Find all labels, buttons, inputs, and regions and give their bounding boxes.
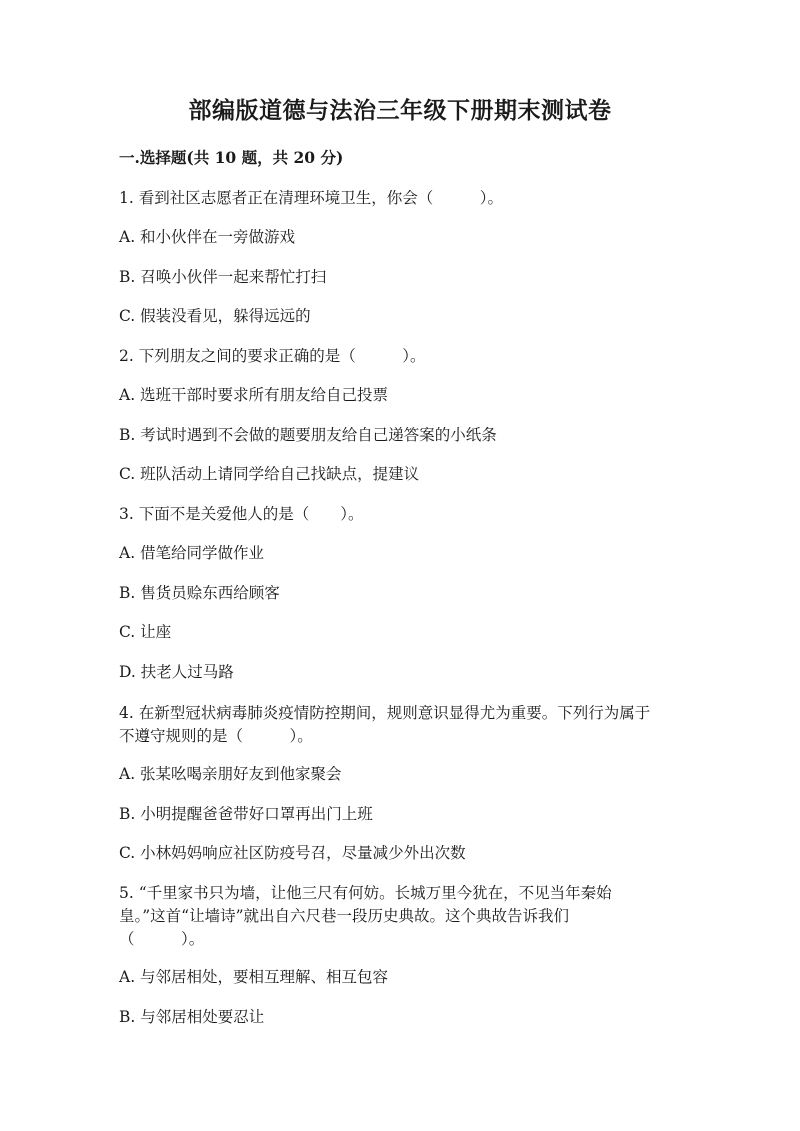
question-5-stem-line-2: 皇。”这首“让墙诗”就出自六尺巷一段历史典故。这个典故告诉我们 <box>119 907 570 925</box>
question-5-stem-line-3: （ ）。 <box>119 930 205 948</box>
question-1-option-c: C. 假装没看见，躲得远远的 <box>119 307 311 325</box>
question-3-stem: 3. 下面不是关爱他人的是（ ）。 <box>119 505 364 523</box>
question-3-option-d: D. 扶老人过马路 <box>119 663 234 681</box>
question-4-option-c: C. 小林妈妈响应社区防疫号召，尽量减少外出次数 <box>119 844 466 862</box>
question-5-stem-line-1: 5. “千里家书只为墙，让他三尺有何妨。长城万里今犹在，不见当年秦始 <box>119 884 612 902</box>
exam-title: 部编版道德与法治三年级下册期末测试卷 <box>188 97 612 124</box>
question-3-option-b: B. 售货员赊东西给顾客 <box>119 584 280 602</box>
question-1-option-b: B. 召唤小伙伴一起来帮忙打扫 <box>119 268 327 286</box>
question-2-option-b: B. 考试时遇到不会做的题要朋友给自己递答案的小纸条 <box>119 426 497 444</box>
section-heading: 一.选择题(共 10 题，共 20 分) <box>119 148 344 167</box>
question-4-stem-line-1: 4. 在新型冠状病毒肺炎疫情防控期间，规则意识显得尤为重要。下列行为属于 <box>119 704 651 722</box>
question-5-option-a: A. 与邻居相处，要相互理解、相互包容 <box>119 968 389 986</box>
question-2-stem: 2. 下列朋友之间的要求正确的是（ ）。 <box>119 347 426 365</box>
question-2-option-a: A. 选班干部时要求所有朋友给自己投票 <box>119 386 389 404</box>
question-4-option-a: A. 张某吆喝亲朋好友到他家聚会 <box>119 765 342 783</box>
question-1-stem: 1. 看到社区志愿者正在清理环境卫生，你会（ ）。 <box>119 189 503 207</box>
question-3-option-a: A. 借笔给同学做作业 <box>119 544 265 562</box>
question-4-option-b: B. 小明提醒爸爸带好口罩再出门上班 <box>119 805 373 823</box>
question-4-stem-line-2: 不遵守规则的是（ ）。 <box>119 727 313 745</box>
question-3-option-c: C. 让座 <box>119 623 172 641</box>
question-1-option-a: A. 和小伙伴在一旁做游戏 <box>119 228 296 246</box>
question-5-option-b: B. 与邻居相处要忍让 <box>119 1008 265 1026</box>
question-2-option-c: C. 班队活动上请同学给自己找缺点，提建议 <box>119 465 420 483</box>
